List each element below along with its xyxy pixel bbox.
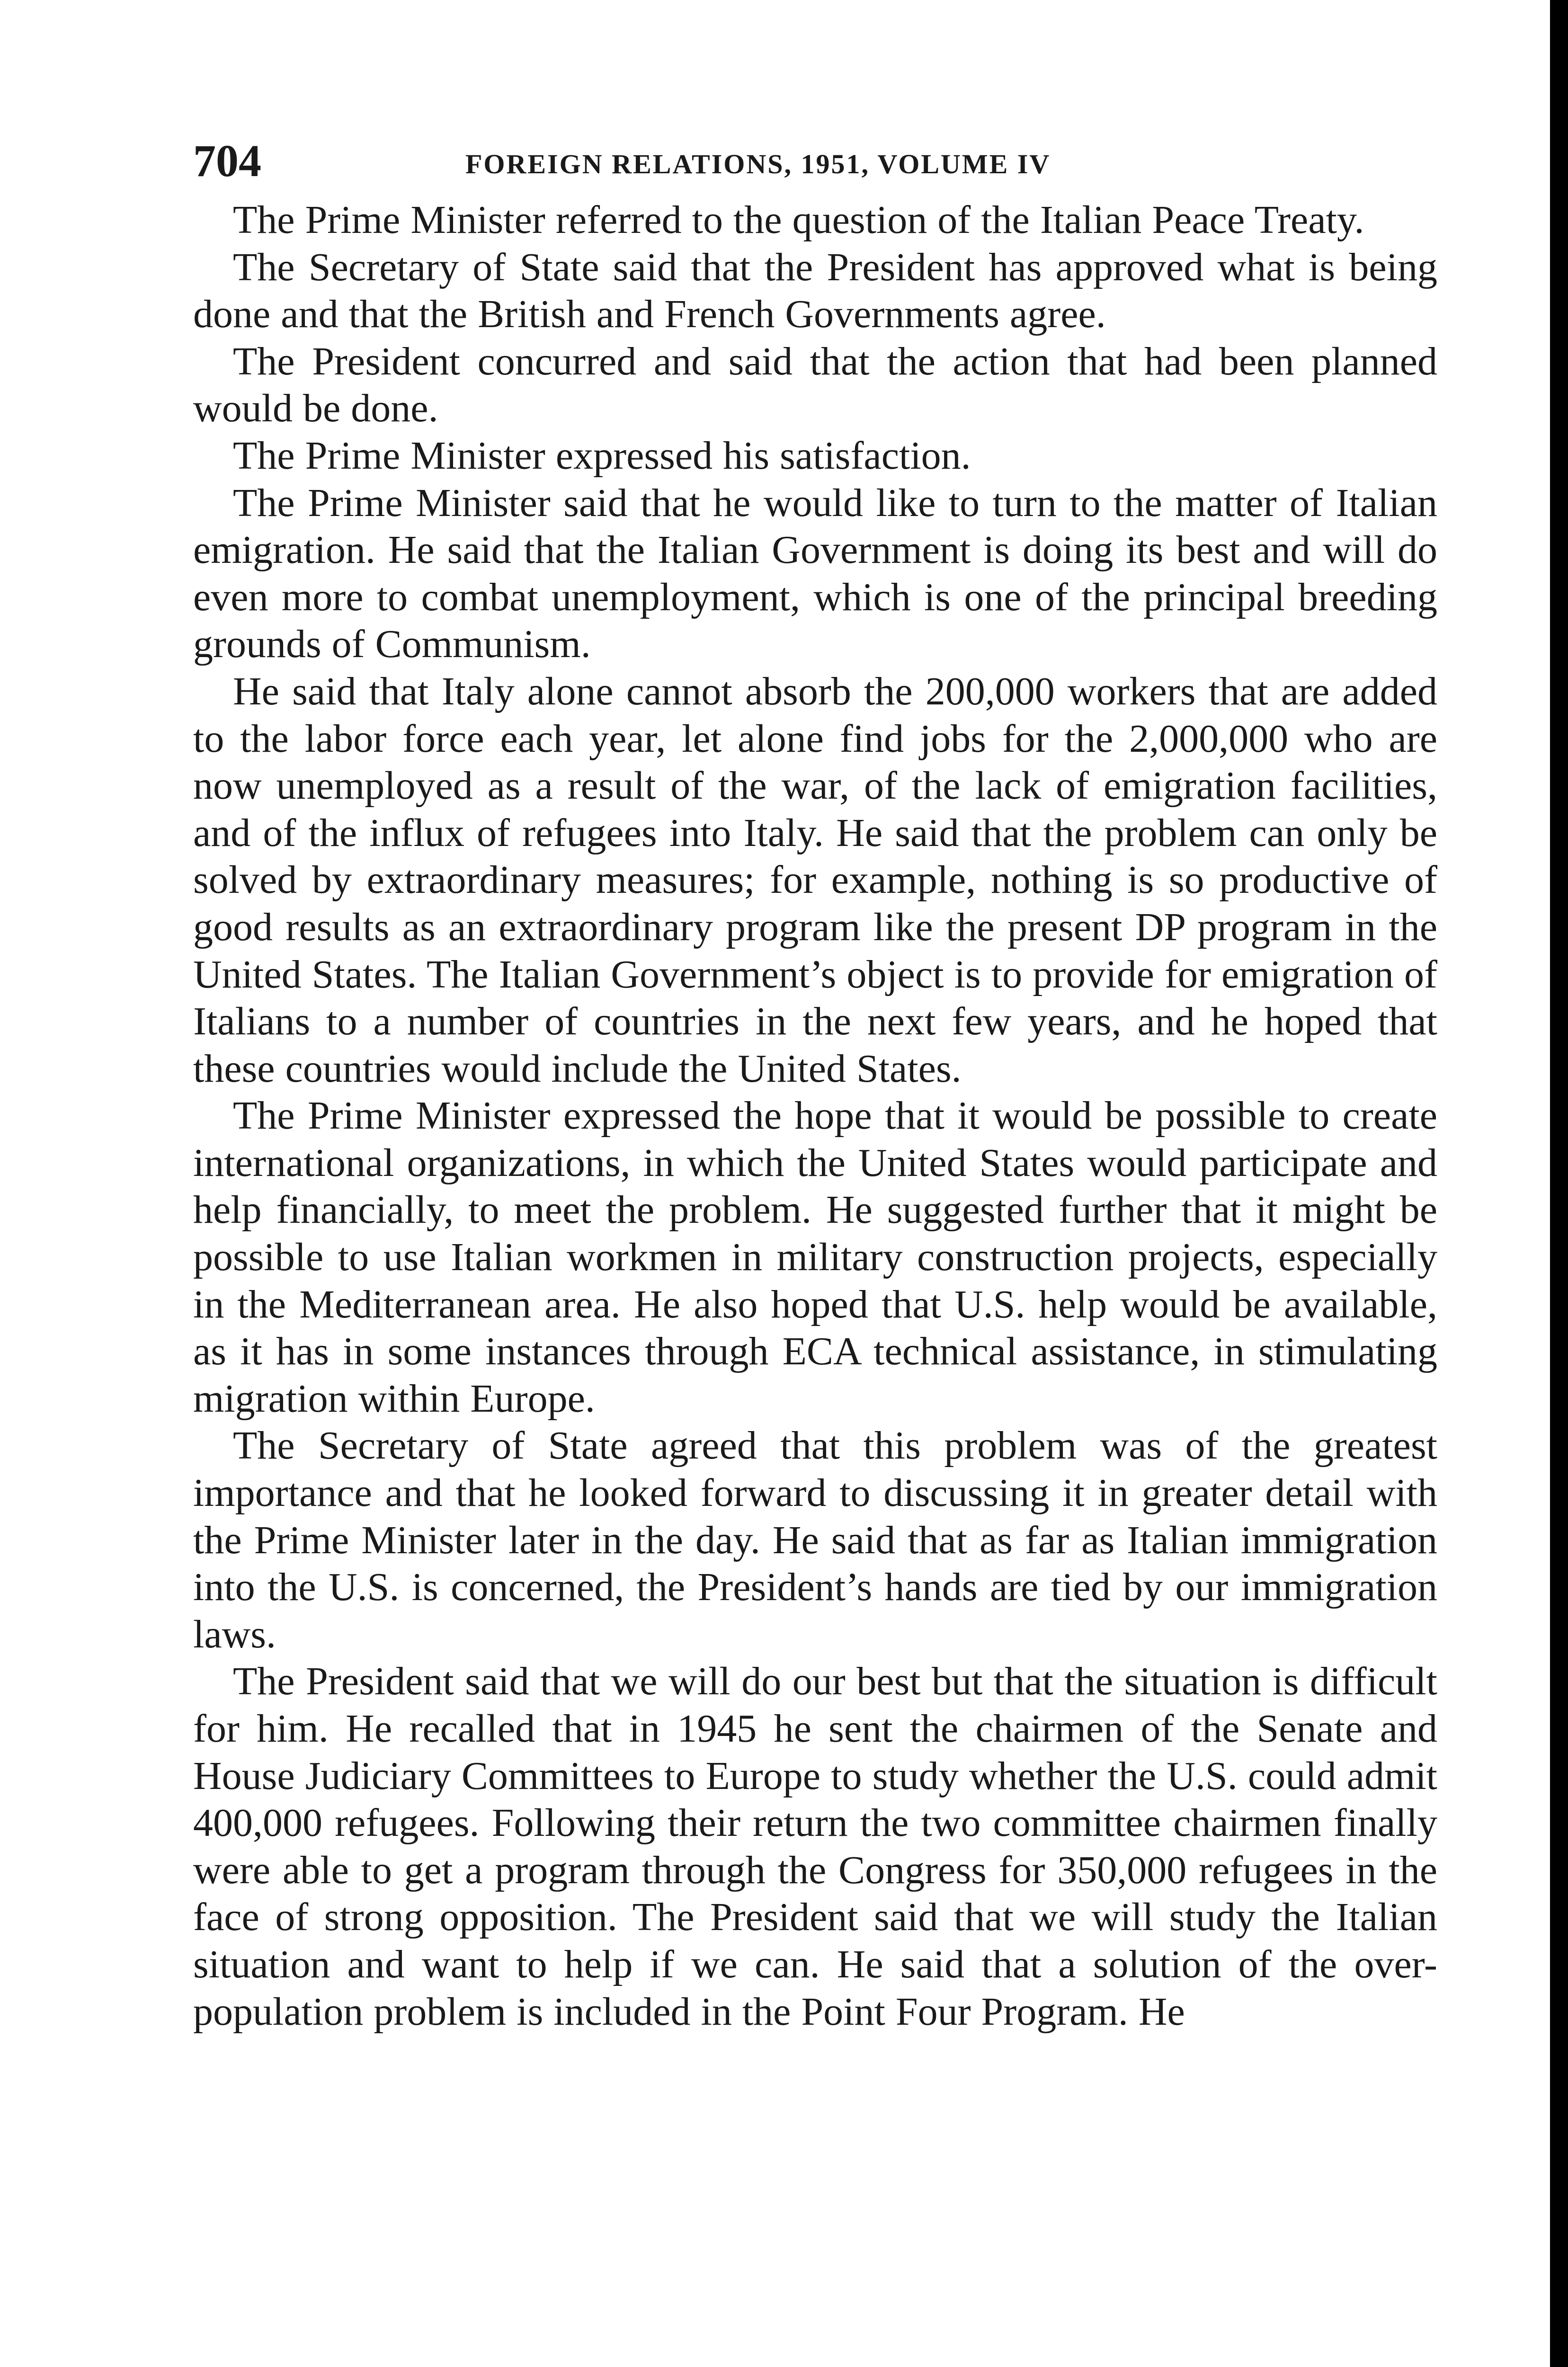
document-page	[193, 135, 1437, 2035]
paragraph-secretary-approval: The Secretary of State said that the President has approved what is being done and that the British and French Governments agree.	[193, 245, 1437, 337]
paragraph-secretary-agreed: The Secretary of State agreed that this problem was of the greatest importance and that he looked forward to discussing it in greater detail with the Prime Minister later in the day. He said that as far as Italian immigration into the U.S. is concerned, the President’s hands are tied by our immigration laws.	[193, 1424, 1437, 1656]
paragraph-labor-force: He said that Italy alone cannot absorb the 200,000 workers that are added to the labor force each year, let alone find jobs for the 2,000,000 who are now unemployed as a result of the war, of the lack of emigration facilities, and of the influx of refugees into Italy. He said that the problem can only be solved by extraordinary measures; for example, nothing is so productive of good results as an extraordinary program like the present DP program in the United States. The Italian Government’s object is to provide for emigration of Italians to a number of countries in the next few years, and he hoped that these countries would include the United States.	[193, 669, 1437, 1091]
paragraph-president-concurred: The President concurred and said that the action that had been planned would be done.	[193, 339, 1437, 431]
page-number: 704	[193, 135, 261, 186]
paragraph-italian-emigration: The Prime Minister said that he would like to turn to the matter of Italian emigration. He said that the Italian Government is doing its best and will do even more to combat unemployment, which is one of the principal breeding grounds of Communism.	[193, 481, 1437, 667]
paragraph-international-organizations: The Prime Minister expressed the hope that it would be possible to create international organizations, in which the United States would participate and help financially, to meet the problem. He suggested further that it might be possible to use Italian workmen in military construction projects, especially in the Mediterranean area. He also hoped that U.S. help would be available, as it has in some instances through ECA technical assistance, in stimulating migration within Europe.	[193, 1094, 1437, 1421]
paragraph-president-response: The President said that we will do our best but that the situation is difficult for him. He recalled that in 1945 he sent the chairmen of the Senate and House Judiciary Committees to Europe to study whether the U.S. could admit 400,000 refugees. Following their return the two committee chairmen finally were able to get a program through the Congress for 350,000 refugees in the face of strong opposition. The President said that we will study the Italian situation and want to help if we can. He said that a solution of the over-population problem is included in the Point Four Program. He	[193, 1659, 1437, 2034]
running-title: FOREIGN RELATIONS, 1951, VOLUME IV	[465, 149, 1051, 179]
paragraph-italian-peace-treaty: The Prime Minister referred to the question of the Italian Peace Treaty.	[233, 198, 1364, 242]
paragraph-prime-minister-satisfaction: The Prime Minister expressed his satisfaction.	[233, 433, 971, 478]
running-head	[193, 135, 1437, 196]
scan-edge-strip	[1550, 0, 1568, 2367]
